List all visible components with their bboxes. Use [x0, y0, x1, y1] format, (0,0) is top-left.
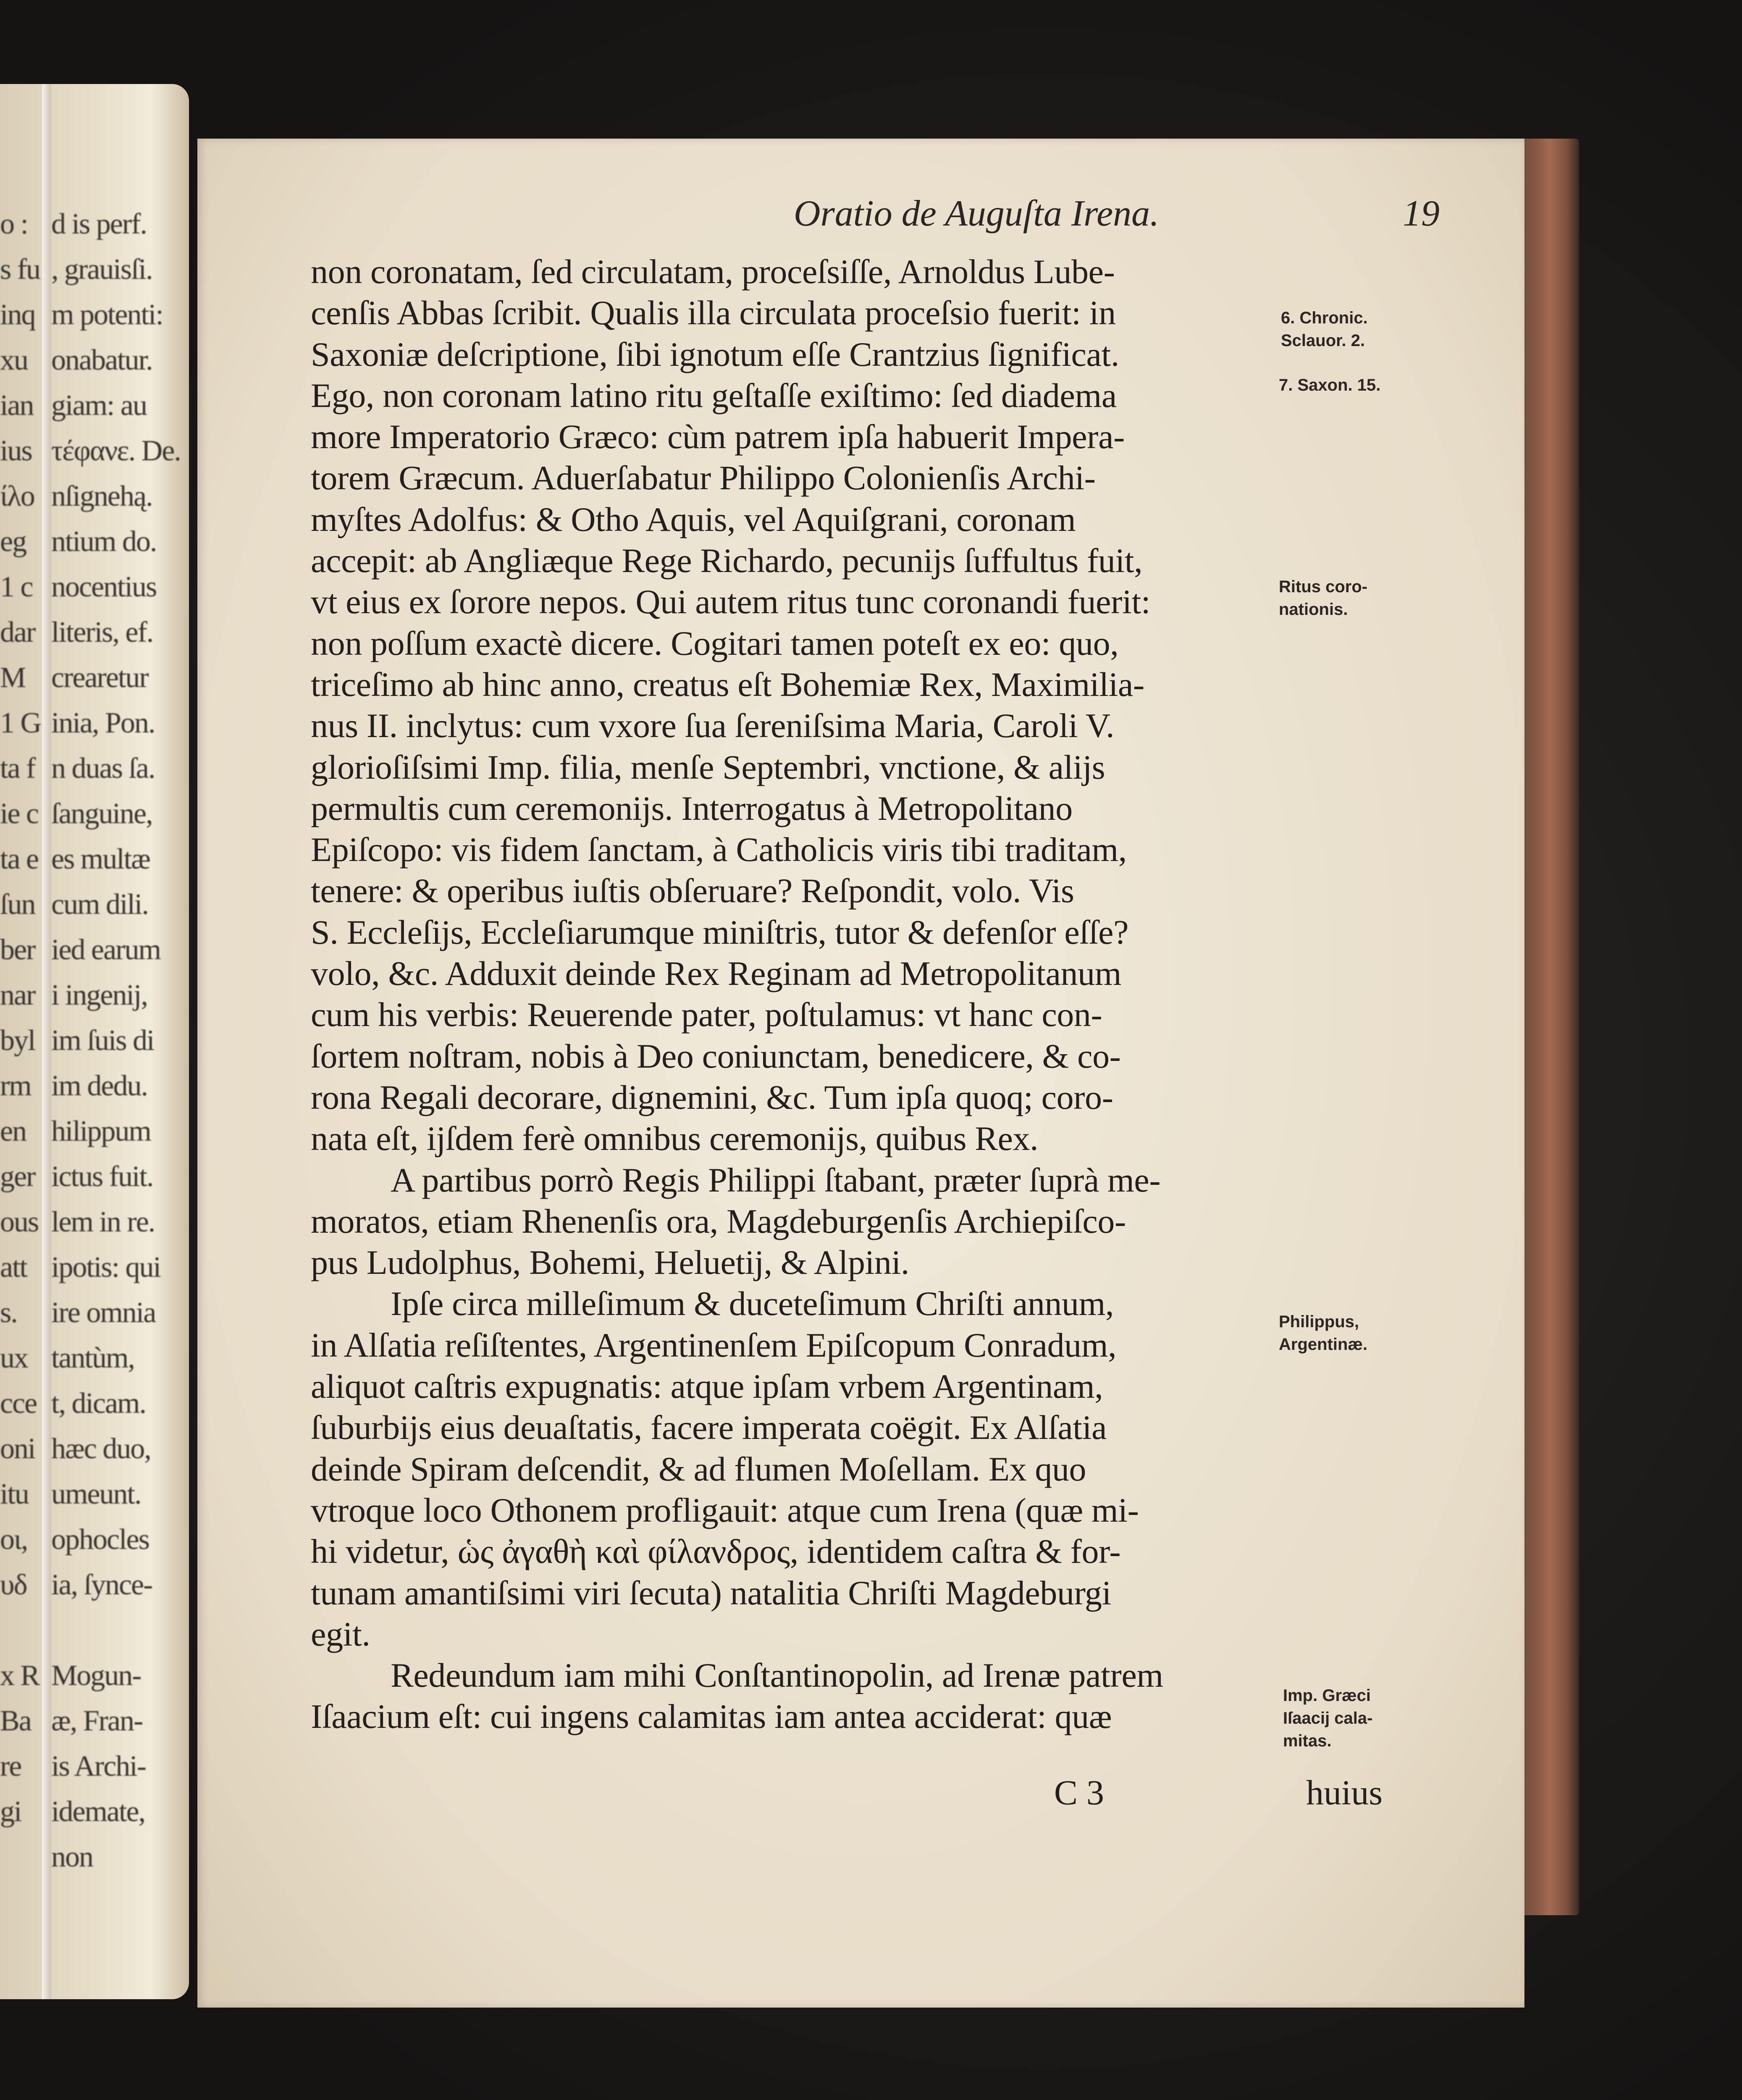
- left-page-line: [0, 1835, 189, 1880]
- text-line: moratos, etiam Rhenenſis ora, Magdeburgenſis Archiepiſco-: [311, 1202, 1126, 1240]
- page-number: 19: [1403, 193, 1440, 234]
- text-line: Epiſcopo: vis fidem ſanctam, à Catholicis viris tibi traditam,: [311, 830, 1127, 869]
- text-line: triceſimo ab hinc anno, creatus eſt Bohemiæ Rex, Maximilia-: [311, 665, 1144, 704]
- left-page-fragment-inner: Ba: [0, 1705, 31, 1737]
- text-line: Ego, non coronam latino ritu geſtaſſe exiſtimo: ſed diadema: [311, 376, 1117, 415]
- left-page-fragment-outer: im dedu.: [51, 1070, 147, 1102]
- text-line: A partibus porrò Regis Philippi ſtabant, præter ſuprà me-: [391, 1160, 1161, 1199]
- left-page-fragment-inner: nar: [0, 979, 35, 1011]
- left-page-fragment-outer: m potenti:: [51, 299, 163, 331]
- text-line: cenſis Abbas ſcribit. Qualis illa circulata proceſsio fuerit: in: [311, 294, 1116, 332]
- left-page-fragment-outer: es multæ: [51, 843, 150, 875]
- left-page-fragment-outer: ied earum: [51, 934, 160, 966]
- left-page-fragment-outer: non: [51, 1841, 93, 1873]
- margin-note-line: Imp. Græci: [1283, 1686, 1371, 1705]
- left-page-fragment-inner: ſun: [0, 888, 35, 921]
- text-line: glorioſiſsimi Imp. filia, menſe Septembri, vnctione, & alijs: [311, 748, 1105, 786]
- catchword: huius: [1306, 1773, 1383, 1812]
- left-page-fragment-inner: ie c: [0, 798, 39, 830]
- left-page-line: [0, 292, 189, 338]
- left-page-line: [0, 791, 189, 837]
- left-page-fragment-outer: lem in re.: [51, 1206, 155, 1238]
- left-page-fragment-outer: d is perf.: [51, 208, 147, 240]
- text-line: vt eius ex ſorore nepos. Qui autem ritus tunc coronandi fuerit:: [311, 583, 1151, 621]
- left-page-fragment-inner: x R: [0, 1659, 39, 1692]
- text-line: deinde Spiram deſcendit, & ad flumen Moſellam. Ex quo: [311, 1449, 1086, 1488]
- left-page-fragment-inner: o :: [0, 208, 28, 240]
- left-page-line: [0, 1789, 189, 1835]
- text-line: hi videtur, ὡς ἀγαθὴ καὶ φίλανδρος, identidem caſtra & for-: [311, 1532, 1121, 1571]
- left-page-fragment-inner: ta f: [0, 752, 35, 785]
- left-page-line: [0, 1200, 189, 1245]
- left-page-line: [0, 1063, 189, 1109]
- text-line: aliquot caſtris expugnatis: atque ipſam vrbem Argentinam,: [311, 1367, 1103, 1406]
- text-line: ſortem noſtram, nobis à Deo coniunctam, benedicere, & co-: [311, 1037, 1121, 1075]
- left-page-fragment-inner: s.: [0, 1297, 17, 1329]
- left-page-line: [0, 1472, 189, 1517]
- left-page-line: [0, 202, 189, 247]
- left-page-fragment-inner: re: [0, 1750, 21, 1782]
- text-line: pus Ludolphus, Bohemi, Heluetij, & Alpini.: [311, 1243, 910, 1282]
- left-page-line: [0, 927, 189, 973]
- left-page-fragment-outer: ntium do.: [51, 525, 157, 558]
- left-page-fragment-inner: ίλο: [0, 480, 34, 512]
- left-page-fragment-inner: gi: [0, 1796, 21, 1828]
- text-line: S. Eccleſijs, Eccleſiarumque miniſtris, tutor & defenſor eſſe?: [311, 913, 1129, 951]
- text-line: nata eſt, ijſdem ferè omnibus ceremonijs, quibus Rex.: [311, 1119, 1039, 1158]
- text-line: cum his verbis: Reuerende pater, poſtulamus: vt hanc con-: [311, 995, 1102, 1034]
- left-page-line: [0, 655, 189, 701]
- left-page-fragment-inner: att: [0, 1251, 27, 1284]
- margin-note-saxon: [1279, 374, 1438, 396]
- left-page-fragment-outer: cum dili.: [51, 888, 148, 921]
- left-page-line: [0, 1018, 189, 1063]
- margin-note-ritus: [1279, 575, 1438, 621]
- left-page-fragment-outer: æ, Fran-: [51, 1705, 143, 1737]
- left-page-line: [0, 519, 189, 564]
- left-page-fragment-inner: υδ: [0, 1569, 27, 1601]
- text-line: myſtes Adolfus: & Otho Aquis, vel Aquiſgrani, coronam: [311, 500, 1076, 538]
- left-page-fragment-outer: t, dicam.: [51, 1387, 146, 1420]
- text-line: Redeundum iam mihi Conſtantinopolin, ad Irenæ patrem: [391, 1656, 1163, 1695]
- left-page-fragment-inner: M: [0, 662, 26, 694]
- left-page-fragment-outer: Mogun-: [51, 1659, 141, 1692]
- left-page-line: [0, 1109, 189, 1154]
- margin-note-line: 6. Chronic.: [1281, 309, 1368, 327]
- margin-note-line: Iſaacij cala-: [1283, 1709, 1373, 1727]
- left-page-line: [0, 837, 189, 882]
- left-page-line: [0, 1245, 189, 1290]
- left-page-fragment-outer: inia, Pon.: [51, 707, 155, 739]
- left-page-line: [0, 564, 189, 610]
- left-page-fragment-inner: xu: [0, 344, 28, 376]
- left-page-fragment-inner: itu: [0, 1478, 29, 1510]
- left-page-fragment-outer: umeunt.: [51, 1478, 141, 1510]
- signature-mark: C 3: [1054, 1773, 1104, 1812]
- left-page-fragment-inner: 1 c: [0, 571, 33, 603]
- left-page-fragment-inner: ux: [0, 1342, 28, 1374]
- left-page-fragment-inner: byl: [0, 1024, 35, 1057]
- left-page-fragment-outer: n duas ſa.: [51, 752, 155, 785]
- left-page-fragment-outer: ſanguine,: [51, 798, 152, 830]
- margin-note-line: Argentinæ.: [1279, 1335, 1368, 1354]
- margin-note-line: nationis.: [1279, 600, 1348, 619]
- left-page-line: [0, 973, 189, 1018]
- text-line: more Imperatorio Græco: cùm patrem ipſa habuerit Impera-: [311, 417, 1125, 456]
- text-line: ſuburbijs eius deuaſtatis, facere imperata coëgit. Ex Alſatia: [311, 1408, 1107, 1447]
- margin-note-line: 7. Saxon. 15.: [1279, 376, 1381, 394]
- left-facing-page: [0, 84, 189, 1999]
- left-page-line: [0, 701, 189, 746]
- left-page-fragment-outer: onabatur.: [51, 344, 152, 376]
- left-page-line: [0, 1744, 189, 1789]
- text-line: in Alſatia reſiſtentes, Argentinenſem Epiſcopum Conradum,: [311, 1326, 1117, 1364]
- left-page-fragment-inner: rm: [0, 1070, 31, 1102]
- left-page-fragment-inner: 1 G: [0, 707, 41, 739]
- left-page-line: [0, 247, 189, 292]
- text-line: torem Græcum. Aduerſabatur Philippo Colonienſis Archi-: [311, 459, 1096, 497]
- body-text: [311, 251, 1482, 1738]
- left-page-fragment-outer: is Archi-: [51, 1750, 146, 1782]
- left-page-line: [0, 1653, 189, 1698]
- left-page-fragment-outer: τέφανε. De.: [51, 435, 181, 467]
- left-page-fragment-outer: ictus fuit.: [51, 1160, 153, 1193]
- left-page-line: [0, 1290, 189, 1336]
- left-page-line: [0, 1426, 189, 1472]
- left-page-line: [0, 1154, 189, 1200]
- left-page-fragment-inner: cce: [0, 1387, 37, 1420]
- left-page-line: [0, 610, 189, 655]
- text-line: nus II. inclytus: cum vxore ſua ſereniſsima Maria, Caroli V.: [311, 706, 1115, 745]
- left-page-fragment-inner: ius: [0, 435, 32, 467]
- text-line: volo, &c. Adduxit deinde Rex Reginam ad Metropolitanum: [311, 954, 1122, 993]
- margin-note-philippus: [1279, 1310, 1438, 1356]
- left-page-line: [0, 1517, 189, 1562]
- left-page-fragment-inner: οι,: [0, 1523, 28, 1556]
- text-line: tenere: & operibus iuſtis obſeruare? Reſpondit, volo. Vis: [311, 872, 1074, 910]
- left-page-fragment-outer: hilippum: [51, 1115, 151, 1147]
- left-page-line: [0, 882, 189, 927]
- left-page-line: [0, 1698, 189, 1744]
- catchline: [311, 1772, 1482, 1814]
- left-page-line: [0, 338, 189, 383]
- margin-note-imp: [1283, 1684, 1443, 1752]
- text-line: tunam amantiſsimi viri ſecuta) natalitia Chriſti Magdeburgi: [311, 1573, 1112, 1612]
- left-page-fragment-inner: ger: [0, 1160, 35, 1193]
- margin-note-line: mitas.: [1283, 1732, 1332, 1750]
- left-page-fragment-outer: ia, ſynce-: [51, 1569, 152, 1601]
- left-page-fragment-outer: im ſuis di: [51, 1024, 154, 1057]
- left-page-fragment-outer: nocentius: [51, 571, 157, 603]
- left-page-line: [0, 1608, 189, 1653]
- left-page-fragment-inner: en: [0, 1115, 26, 1147]
- left-page-fragment-outer: literis, ef.: [51, 616, 153, 648]
- margin-note-line: Sclauor. 2.: [1281, 331, 1365, 350]
- left-page-line: [0, 383, 189, 428]
- left-page-fragment-outer: nſignehą.: [51, 480, 152, 512]
- left-page-fragment-inner: s fu: [0, 253, 40, 286]
- left-page-fragment-outer: hæc duo,: [51, 1433, 151, 1465]
- left-page-line: [0, 1336, 189, 1381]
- left-page-fragment-outer: idemate,: [51, 1796, 145, 1828]
- text-line: accepit: ab Angliæque Rege Richardo, pecunijs ſuffultus fuit,: [311, 541, 1143, 580]
- text-line: non coronatam, ſed circulatam, proceſsiſſe, Arnoldus Lube-: [311, 252, 1115, 291]
- left-page-fragment-outer: ire omnia: [51, 1297, 156, 1329]
- text-line: rona Regali decorare, dignemini, &c. Tum ipſa quoq; coro-: [311, 1078, 1113, 1116]
- left-page-line: [0, 428, 189, 474]
- margin-note-line: Philippus,: [1279, 1312, 1359, 1331]
- left-page-fragment-inner: ta e: [0, 843, 39, 875]
- left-page-line: [0, 1562, 189, 1608]
- left-page-fragment-inner: inq: [0, 299, 35, 331]
- left-page-line: [0, 474, 189, 519]
- text-line: egit.: [311, 1614, 370, 1653]
- left-page-fragment-outer: tantùm,: [51, 1342, 134, 1374]
- left-page-fragment-inner: ous: [0, 1206, 39, 1238]
- left-page-fragment-outer: ophocles: [51, 1523, 149, 1556]
- running-head: [584, 192, 1508, 243]
- left-page-fragment-inner: ian: [0, 389, 34, 422]
- left-page-text: [0, 202, 189, 1880]
- book-page: [197, 139, 1524, 2008]
- text-line: vtroque loco Othonem profligauit: atque cum Irena (quæ mi-: [311, 1491, 1139, 1529]
- running-title: Oratio de Auguſta Irena.: [794, 193, 1160, 234]
- left-page-fragment-outer: giam: au: [51, 389, 147, 422]
- text-line: Iſaacium eſt: cui ingens calamitas iam antea acciderat: quæ: [311, 1697, 1112, 1736]
- text-line: Ipſe circa milleſimum & duceteſimum Chriſti annum,: [391, 1284, 1114, 1323]
- margin-note-chronic: [1281, 307, 1440, 352]
- text-line: non poſſum exactè dicere. Cogitari tamen poteſt ex eo: quo,: [311, 624, 1119, 662]
- left-page-fragment-inner: ber: [0, 934, 35, 966]
- left-page-fragment-inner: dar: [0, 616, 35, 648]
- left-page-line: [0, 1381, 189, 1426]
- left-page-line: [0, 746, 189, 791]
- left-page-fragment-outer: ipotis: qui: [51, 1251, 160, 1284]
- left-page-fragment-outer: i ingenij,: [51, 979, 147, 1011]
- book-cover-edge: [1520, 139, 1579, 1915]
- text-line: Saxoniæ deſcriptione, ſibi ignotum eſſe Crantzius ſignificat.: [311, 335, 1120, 373]
- left-page-fragment-inner: eg: [0, 525, 26, 558]
- margin-note-line: Ritus coro-: [1279, 578, 1368, 596]
- left-page-fragment-inner: oni: [0, 1433, 35, 1465]
- left-page-fragment-outer: , grauisſi.: [51, 253, 152, 286]
- text-line: permultis cum ceremonijs. Interrogatus à Metropolitano: [311, 789, 1073, 827]
- left-page-fragment-outer: crearetur: [51, 662, 148, 694]
